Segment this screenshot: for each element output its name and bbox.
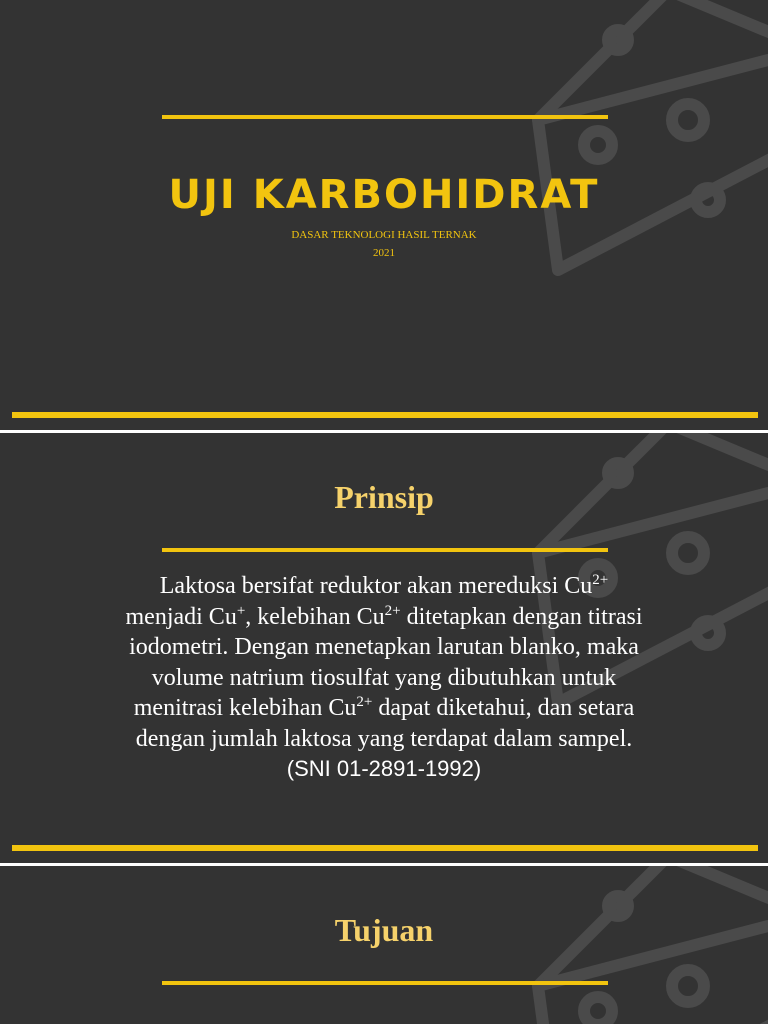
slide-year: 2021 <box>373 247 395 259</box>
top-accent-line <box>162 115 608 119</box>
principle-slide <box>0 433 768 863</box>
principle-text: Laktosa bersifat reduktor akan mereduksi $Cu^{2+}$ menjadi Cu+, kelebihan $Cu^{2+}$ ditetapkan dengan titrasi iodometri. Dengan menetapkan larutan blanko, maka volume natrium tiosulfat yang dibutuhkan untuk menitrasi kelebihan $Cu^{2+}$ dapat diketahui, dan setara dengan jumlah laktosa yang terdapat dalam sampel. (SNI 01-2891-1992) <box>125 572 643 781</box>
objective-slide <box>0 866 768 1024</box>
heading-underline <box>162 548 608 552</box>
slide-heading: Prinsip <box>334 479 434 515</box>
heading-underline <box>162 981 608 985</box>
bottom-accent-line <box>12 845 758 851</box>
slide-subtitle: DASAR TEKNOLOGI HASIL TERNAK <box>291 229 477 241</box>
title-slide <box>0 0 768 430</box>
reference-citation: (SNI 01-2891-1992) <box>286 756 482 781</box>
bottom-accent-line <box>12 412 758 418</box>
slide-heading: Tujuan <box>334 912 434 948</box>
slide-title: UJI KARBOHIDRAT <box>168 172 600 218</box>
